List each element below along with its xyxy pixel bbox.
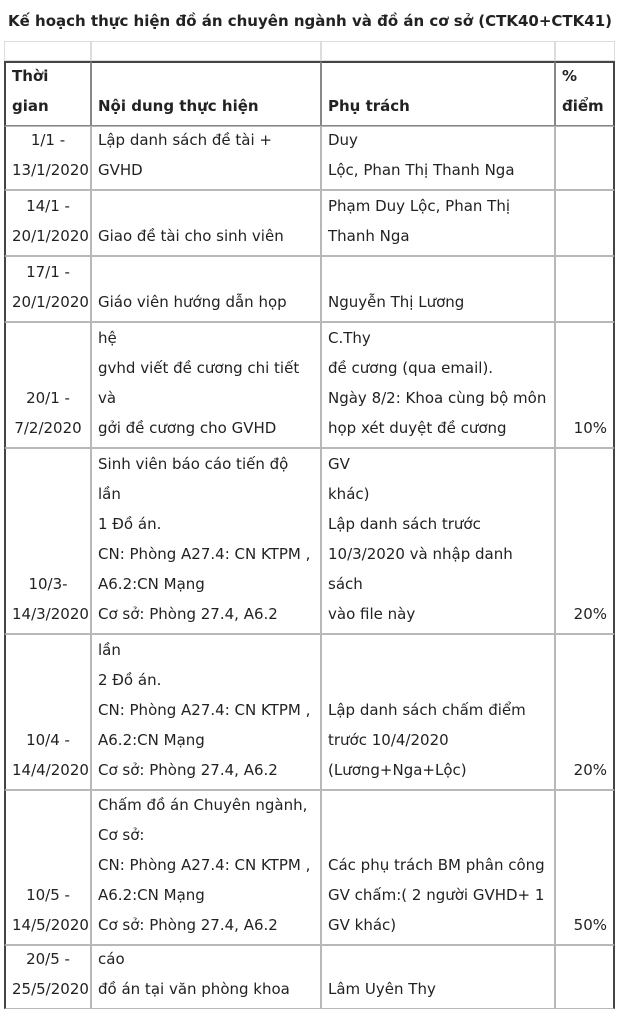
row-7-time-text: 10/5 - 14/5/2020	[12, 886, 89, 934]
row-1-time-text: 1/1 - 13/1/2020	[12, 131, 89, 179]
row-4-time-text: 20/1 - 7/2/2020	[14, 389, 82, 437]
row-7-owner[interactable]	[321, 790, 555, 945]
row-1-content[interactable]	[91, 126, 321, 190]
row-8-owner-text: Lâm Uyên Thy	[328, 980, 436, 998]
row-6-score-text: 20%	[573, 761, 607, 779]
row-4-score-text: 10%	[573, 419, 607, 437]
row-1-owner[interactable]	[321, 126, 555, 190]
header-content	[91, 61, 321, 126]
row-5-time[interactable]	[4, 448, 91, 634]
row-8-content-text: cáo đồ án tại văn phòng khoa	[98, 950, 290, 998]
row-8-time-text: 20/5 - 25/5/2020	[12, 950, 89, 998]
row-7-time[interactable]	[4, 790, 91, 945]
row-5-time-text: 10/3- 14/3/2020	[12, 575, 89, 623]
row-8-score[interactable]	[555, 945, 615, 1009]
row-8-content[interactable]	[91, 945, 321, 1009]
row-2-owner[interactable]	[321, 190, 555, 256]
row-4-owner[interactable]	[321, 322, 555, 448]
row-8-time[interactable]	[4, 945, 91, 1009]
row-4-content[interactable]	[91, 322, 321, 448]
row-7-score[interactable]	[555, 790, 615, 945]
row-6-content[interactable]	[91, 634, 321, 790]
blank-row-cell[interactable]	[91, 41, 321, 61]
row-6-owner[interactable]	[321, 634, 555, 790]
header-time	[4, 61, 91, 126]
blank-row-cell[interactable]	[4, 41, 91, 61]
row-2-time-text: 14/1 - 20/1/2020	[12, 197, 89, 245]
row-5-owner-text: GV khác) Lập danh sách trước 10/3/2020 và nhập danh sách vào file này	[328, 455, 513, 623]
header-score-label: % điểm	[562, 67, 604, 115]
row-3-time-text: 17/1 - 20/1/2020	[12, 263, 89, 311]
row-1-time[interactable]	[4, 126, 91, 190]
row-4-owner-text: C.Thy đề cương (qua email). Ngày 8/2: Khoa cùng bộ môn họp xét duyệt đề cương	[328, 329, 547, 437]
row-7-content[interactable]	[91, 790, 321, 945]
row-3-time[interactable]	[4, 256, 91, 322]
row-6-score[interactable]	[555, 634, 615, 790]
row-3-owner[interactable]	[321, 256, 555, 322]
row-1-owner-text: Duy Lộc, Phan Thị Thanh Nga	[328, 131, 515, 179]
header-score	[555, 61, 615, 126]
row-4-content-text: hệ gvhd viết đề cương chi tiết và gởi đề cương cho GVHD	[98, 329, 300, 437]
row-2-content-text: Giao đề tài cho sinh viên	[98, 227, 284, 245]
header-time-label: Thời gian	[12, 67, 49, 115]
page-title: Kế hoạch thực hiện đồ án chuyên ngành và đồ án cơ sở (CTK40+CTK41)	[8, 12, 612, 30]
header-owner-label: Phụ trách	[328, 97, 410, 115]
row-6-owner-text: Lập danh sách chấm điểm trước 10/4/2020 (Lương+Nga+Lộc)	[328, 701, 526, 779]
row-7-score-text: 50%	[573, 916, 607, 934]
row-4-score[interactable]	[555, 322, 615, 448]
row-6-time[interactable]	[4, 634, 91, 790]
header-content-label: Nội dung thực hiện	[98, 97, 259, 115]
row-6-content-text: lần 2 Đồ án. CN: Phòng A27.4: CN KTPM , A6.2:CN Mạng Cơ sở: Phòng 27.4, A6.2	[98, 641, 311, 779]
row-2-time[interactable]	[4, 190, 91, 256]
row-8-owner[interactable]	[321, 945, 555, 1009]
blank-row-cell[interactable]	[555, 41, 615, 61]
row-3-score[interactable]	[555, 256, 615, 322]
row-5-score-text: 20%	[573, 605, 607, 623]
row-3-content-text: Giáo viên hướng dẫn họp	[98, 293, 287, 311]
header-owner	[321, 61, 555, 126]
row-1-score[interactable]	[555, 126, 615, 190]
row-5-score[interactable]	[555, 448, 615, 634]
row-2-content[interactable]	[91, 190, 321, 256]
row-5-content-text: Sinh viên báo cáo tiến độ lần 1 Đồ án. CN: Phòng A27.4: CN KTPM , A6.2:CN Mạng Cơ sở: Phòng 27.4, A6.2	[98, 455, 311, 623]
row-4-time[interactable]	[4, 322, 91, 448]
blank-row-cell[interactable]	[321, 41, 555, 61]
row-5-owner[interactable]	[321, 448, 555, 634]
row-1-content-text: Lập danh sách đề tài + GVHD	[98, 131, 272, 179]
row-7-owner-text: Các phụ trách BM phân công GV chấm:( 2 người GVHD+ 1 GV khác)	[328, 856, 545, 934]
row-6-time-text: 10/4 - 14/4/2020	[12, 731, 89, 779]
row-3-owner-text: Nguyễn Thị Lương	[328, 293, 465, 311]
row-5-content[interactable]	[91, 448, 321, 634]
row-3-content[interactable]	[91, 256, 321, 322]
row-7-content-text: Chấm đồ án Chuyên ngành, Cơ sở: CN: Phòng A27.4: CN KTPM , A6.2:CN Mạng Cơ sở: Phòng 27.4, A6.2	[98, 796, 311, 934]
row-2-score[interactable]	[555, 190, 615, 256]
row-2-owner-text: Phạm Duy Lộc, Phan Thị Thanh Nga	[328, 197, 510, 245]
